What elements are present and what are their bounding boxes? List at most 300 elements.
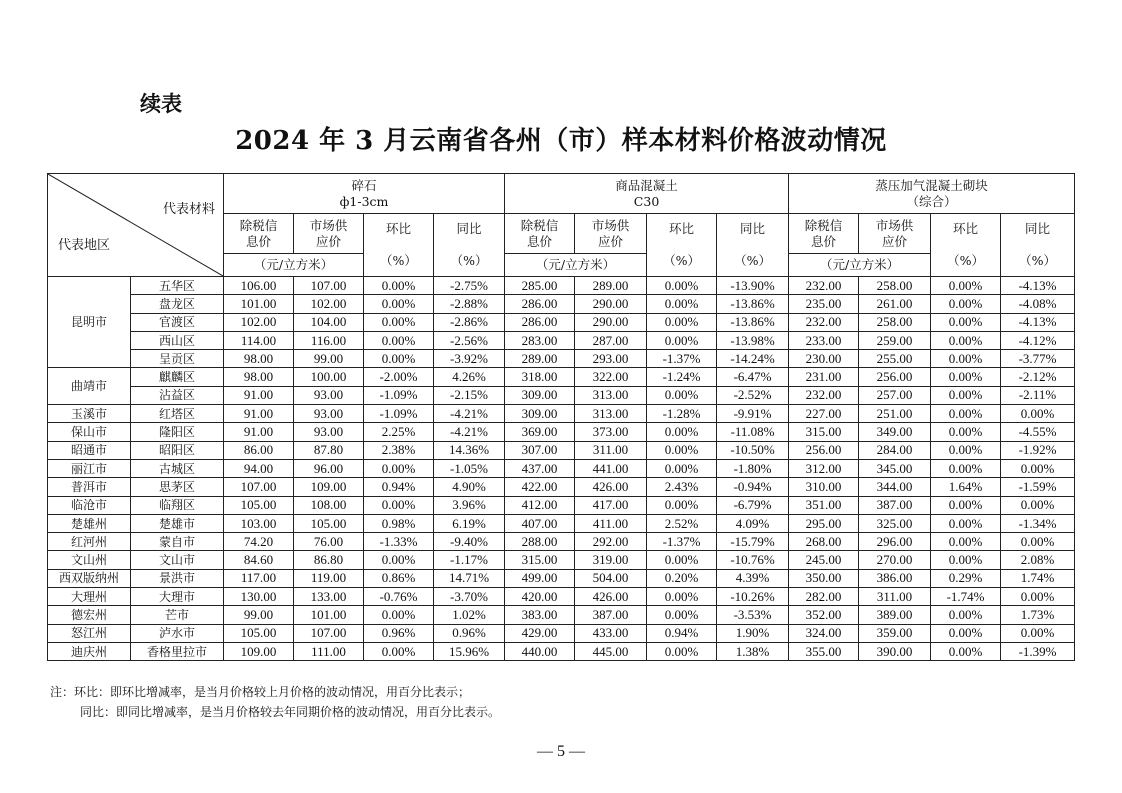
value-cell: 4.90%	[434, 478, 505, 496]
value-cell: -3.77%	[1001, 350, 1075, 368]
city-cell: 保山市	[48, 423, 131, 441]
value-cell: 313.00	[575, 386, 647, 404]
table-row	[48, 606, 1075, 624]
value-cell: 426.00	[575, 478, 647, 496]
col-header-yoy: 同比 （%）	[717, 214, 789, 277]
district-cell: 文山市	[131, 551, 224, 569]
value-cell: 286.00	[505, 313, 575, 331]
value-cell: 0.86%	[364, 569, 434, 587]
value-cell: 93.00	[294, 405, 364, 423]
city-cell: 怒江州	[48, 624, 131, 642]
value-cell: 0.94%	[647, 624, 717, 642]
value-cell: 0.00%	[1001, 624, 1075, 642]
value-cell: 309.00	[505, 405, 575, 423]
value-cell: 440.00	[505, 642, 575, 660]
footnotes	[50, 682, 500, 722]
value-cell: -4.08%	[1001, 295, 1075, 313]
value-cell: -1.09%	[364, 386, 434, 404]
value-cell: 0.00%	[931, 331, 1001, 349]
value-cell: -2.56%	[434, 331, 505, 349]
value-cell: -1.28%	[647, 405, 717, 423]
value-cell: -14.24%	[717, 350, 789, 368]
value-cell: 0.00%	[931, 551, 1001, 569]
value-cell: 0.00%	[364, 459, 434, 477]
district-cell: 隆阳区	[131, 423, 224, 441]
value-cell: 359.00	[859, 624, 931, 642]
value-cell: 0.00%	[647, 459, 717, 477]
value-cell: -4.13%	[1001, 313, 1075, 331]
value-cell: -2.00%	[364, 368, 434, 386]
corner-diagonal-line	[48, 174, 223, 276]
value-cell: 0.94%	[364, 478, 434, 496]
value-cell: 0.00%	[364, 642, 434, 660]
value-cell: 109.00	[294, 478, 364, 496]
value-cell: -1.39%	[1001, 642, 1075, 660]
value-cell: -4.21%	[434, 423, 505, 441]
value-cell: 0.00%	[931, 642, 1001, 660]
value-cell: -10.50%	[717, 441, 789, 459]
corner-material-label: 代表材料	[162, 202, 215, 217]
value-cell: -2.75%	[434, 277, 505, 295]
value-cell: 76.00	[294, 533, 364, 551]
value-cell: 98.00	[224, 350, 294, 368]
value-cell: -1.80%	[717, 459, 789, 477]
value-cell: 296.00	[859, 533, 931, 551]
value-cell: 0.00%	[364, 277, 434, 295]
value-cell: 349.00	[859, 423, 931, 441]
value-cell: -1.92%	[1001, 441, 1075, 459]
value-cell: 133.00	[294, 588, 364, 606]
value-cell: 261.00	[859, 295, 931, 313]
value-cell: 311.00	[575, 441, 647, 459]
value-cell: 293.00	[575, 350, 647, 368]
value-cell: 0.00%	[1001, 459, 1075, 477]
value-cell: 387.00	[575, 606, 647, 624]
value-cell: 499.00	[505, 569, 575, 587]
district-cell: 西山区	[131, 331, 224, 349]
col-header-tax-price: 除税信 息价	[505, 214, 575, 254]
table-row	[48, 496, 1075, 514]
value-cell: 1.73%	[1001, 606, 1075, 624]
value-cell: 504.00	[575, 569, 647, 587]
value-cell: -13.86%	[717, 313, 789, 331]
value-cell: 0.00%	[931, 624, 1001, 642]
value-cell: 0.00%	[647, 331, 717, 349]
value-cell: -2.86%	[434, 313, 505, 331]
value-cell: 0.00%	[931, 606, 1001, 624]
value-cell: 119.00	[294, 569, 364, 587]
district-cell: 麒麟区	[131, 368, 224, 386]
value-cell: -2.12%	[1001, 368, 1075, 386]
value-cell: 0.00%	[647, 642, 717, 660]
value-cell: -2.11%	[1001, 386, 1075, 404]
table-row	[48, 533, 1075, 551]
col-header-price-unit: （元/立方米）	[789, 254, 931, 277]
value-cell: 0.00%	[931, 514, 1001, 532]
value-cell: -13.86%	[717, 295, 789, 313]
value-cell: -2.52%	[717, 386, 789, 404]
value-cell: -4.12%	[1001, 331, 1075, 349]
value-cell: 0.96%	[364, 624, 434, 642]
value-cell: 389.00	[859, 606, 931, 624]
price-table	[47, 173, 1075, 661]
value-cell: 345.00	[859, 459, 931, 477]
value-cell: 4.26%	[434, 368, 505, 386]
value-cell: 355.00	[789, 642, 859, 660]
district-cell: 红塔区	[131, 405, 224, 423]
value-cell: 0.00%	[931, 496, 1001, 514]
value-cell: 1.74%	[1001, 569, 1075, 587]
value-cell: 105.00	[224, 496, 294, 514]
value-cell: 0.00%	[647, 423, 717, 441]
table-row	[48, 405, 1075, 423]
table-row	[48, 624, 1075, 642]
value-cell: 103.00	[224, 514, 294, 532]
city-cell: 红河州	[48, 533, 131, 551]
value-cell: 2.38%	[364, 441, 434, 459]
value-cell: 258.00	[859, 313, 931, 331]
value-cell: -13.90%	[717, 277, 789, 295]
value-cell: 325.00	[859, 514, 931, 532]
table-row	[48, 350, 1075, 368]
value-cell: 259.00	[859, 331, 931, 349]
value-cell: 1.38%	[717, 642, 789, 660]
value-cell: 292.00	[575, 533, 647, 551]
value-cell: 84.60	[224, 551, 294, 569]
value-cell: -15.79%	[717, 533, 789, 551]
value-cell: 351.00	[789, 496, 859, 514]
value-cell: 0.00%	[931, 368, 1001, 386]
value-cell: 0.00%	[647, 441, 717, 459]
col-header-mom: 环比 （%）	[931, 214, 1001, 277]
page-title: 2024 年 3 月云南省各州（市）样本材料价格波动情况	[235, 126, 887, 156]
city-cell: 普洱市	[48, 478, 131, 496]
value-cell: 411.00	[575, 514, 647, 532]
value-cell: 107.00	[224, 478, 294, 496]
page-number: — 5 —	[537, 743, 585, 760]
value-cell: 251.00	[859, 405, 931, 423]
table-row	[48, 386, 1075, 404]
value-cell: -2.88%	[434, 295, 505, 313]
district-cell: 沾益区	[131, 386, 224, 404]
value-cell: -1.17%	[434, 551, 505, 569]
value-cell: 309.00	[505, 386, 575, 404]
value-cell: -4.21%	[434, 405, 505, 423]
value-cell: 285.00	[505, 277, 575, 295]
col-header-mom: 环比 （%）	[364, 214, 434, 277]
value-cell: 232.00	[789, 313, 859, 331]
district-cell: 五华区	[131, 277, 224, 295]
value-cell: 1.02%	[434, 606, 505, 624]
value-cell: 91.00	[224, 386, 294, 404]
table-row	[48, 551, 1075, 569]
value-cell: 0.00%	[364, 331, 434, 349]
value-cell: 387.00	[859, 496, 931, 514]
value-cell: 108.00	[294, 496, 364, 514]
value-cell: 1.64%	[931, 478, 1001, 496]
value-cell: 286.00	[505, 295, 575, 313]
value-cell: 0.00%	[931, 277, 1001, 295]
col-header-yoy: 同比 （%）	[434, 214, 505, 277]
value-cell: -0.94%	[717, 478, 789, 496]
value-cell: 6.19%	[434, 514, 505, 532]
table-row	[48, 331, 1075, 349]
value-cell: 91.00	[224, 405, 294, 423]
value-cell: 116.00	[294, 331, 364, 349]
table-row	[48, 441, 1075, 459]
value-cell: 295.00	[789, 514, 859, 532]
value-cell: 111.00	[294, 642, 364, 660]
city-cell: 楚雄州	[48, 514, 131, 532]
value-cell: 1.90%	[717, 624, 789, 642]
value-cell: 91.00	[224, 423, 294, 441]
value-cell: -6.79%	[717, 496, 789, 514]
value-cell: 105.00	[224, 624, 294, 642]
value-cell: 0.00%	[931, 441, 1001, 459]
value-cell: 0.00%	[647, 496, 717, 514]
value-cell: 0.00%	[647, 606, 717, 624]
value-cell: -4.55%	[1001, 423, 1075, 441]
value-cell: 0.00%	[364, 350, 434, 368]
value-cell: -1.05%	[434, 459, 505, 477]
value-cell: 287.00	[575, 331, 647, 349]
value-cell: 0.00%	[931, 459, 1001, 477]
value-cell: 87.80	[294, 441, 364, 459]
value-cell: -1.74%	[931, 588, 1001, 606]
value-cell: 256.00	[859, 368, 931, 386]
value-cell: 0.96%	[434, 624, 505, 642]
value-cell: 352.00	[789, 606, 859, 624]
city-cell: 昆明市	[48, 277, 131, 368]
value-cell: 0.00%	[647, 313, 717, 331]
value-cell: 74.20	[224, 533, 294, 551]
value-cell: 106.00	[224, 277, 294, 295]
value-cell: 14.71%	[434, 569, 505, 587]
value-cell: 426.00	[575, 588, 647, 606]
value-cell: 107.00	[294, 277, 364, 295]
value-cell: 102.00	[224, 313, 294, 331]
value-cell: 373.00	[575, 423, 647, 441]
footnote-yoy: 同比：即同比增减率，是当月价格较去年同期价格的波动情况，用百分比表示。	[80, 705, 501, 719]
value-cell: 0.00%	[931, 533, 1001, 551]
value-cell: 15.96%	[434, 642, 505, 660]
value-cell: 0.00%	[647, 551, 717, 569]
district-cell: 香格里拉市	[131, 642, 224, 660]
value-cell: 383.00	[505, 606, 575, 624]
value-cell: 231.00	[789, 368, 859, 386]
value-cell: 0.00%	[647, 277, 717, 295]
district-cell: 楚雄市	[131, 514, 224, 532]
district-cell: 临翔区	[131, 496, 224, 514]
value-cell: -0.76%	[364, 588, 434, 606]
table-row	[48, 588, 1075, 606]
district-cell: 芒市	[131, 606, 224, 624]
city-cell: 曲靖市	[48, 368, 131, 405]
value-cell: 0.00%	[931, 386, 1001, 404]
value-cell: 86.80	[294, 551, 364, 569]
table-row	[48, 459, 1075, 477]
city-cell: 文山州	[48, 551, 131, 569]
value-cell: 2.43%	[647, 478, 717, 496]
district-cell: 蒙自市	[131, 533, 224, 551]
city-cell: 临沧市	[48, 496, 131, 514]
value-cell: 0.00%	[364, 313, 434, 331]
value-cell: 0.00%	[931, 350, 1001, 368]
district-cell: 泸水市	[131, 624, 224, 642]
col-header-tax-price: 除税信 息价	[224, 214, 294, 254]
value-cell: 290.00	[575, 313, 647, 331]
value-cell: 117.00	[224, 569, 294, 587]
value-cell: 2.25%	[364, 423, 434, 441]
table-row	[48, 642, 1075, 660]
col-header-price-unit: （元/立方米）	[224, 254, 364, 277]
value-cell: 282.00	[789, 588, 859, 606]
value-cell: 0.00%	[647, 295, 717, 313]
material-header-gravel: 碎石 ф1-3cm	[224, 174, 505, 214]
value-cell: -1.59%	[1001, 478, 1075, 496]
value-cell: 96.00	[294, 459, 364, 477]
footnote-mom: 注：环比：即环比增减率，是当月价格较上月价格的波动情况，用百分比表示；	[50, 685, 471, 699]
table-row	[48, 423, 1075, 441]
value-cell: 102.00	[294, 295, 364, 313]
col-header-yoy: 同比 （%）	[1001, 214, 1075, 277]
value-cell: 0.00%	[1001, 405, 1075, 423]
value-cell: 114.00	[224, 331, 294, 349]
district-cell: 思茅区	[131, 478, 224, 496]
value-cell: 289.00	[575, 277, 647, 295]
value-cell: 255.00	[859, 350, 931, 368]
value-cell: -3.53%	[717, 606, 789, 624]
col-header-market-price: 市场供 应价	[575, 214, 647, 254]
district-cell: 盘龙区	[131, 295, 224, 313]
value-cell: 313.00	[575, 405, 647, 423]
city-cell: 迪庆州	[48, 642, 131, 660]
table-row	[48, 478, 1075, 496]
value-cell: 0.00%	[1001, 496, 1075, 514]
material-header-concrete: 商品混凝土 C30	[505, 174, 789, 214]
value-cell: 258.00	[859, 277, 931, 295]
col-header-tax-price: 除税信 息价	[789, 214, 859, 254]
value-cell: 256.00	[789, 441, 859, 459]
value-cell: 0.20%	[647, 569, 717, 587]
table-row	[48, 313, 1075, 331]
value-cell: -1.37%	[647, 533, 717, 551]
value-cell: 99.00	[224, 606, 294, 624]
value-cell: 4.09%	[717, 514, 789, 532]
table-row	[48, 514, 1075, 532]
value-cell: 315.00	[789, 423, 859, 441]
value-cell: -10.26%	[717, 588, 789, 606]
value-cell: 268.00	[789, 533, 859, 551]
value-cell: 318.00	[505, 368, 575, 386]
value-cell: 230.00	[789, 350, 859, 368]
col-header-market-price: 市场供 应价	[294, 214, 364, 254]
value-cell: 445.00	[575, 642, 647, 660]
value-cell: 101.00	[224, 295, 294, 313]
value-cell: 99.00	[294, 350, 364, 368]
value-cell: 420.00	[505, 588, 575, 606]
value-cell: 0.00%	[931, 405, 1001, 423]
city-cell: 大理州	[48, 588, 131, 606]
table-row	[48, 368, 1075, 386]
value-cell: 312.00	[789, 459, 859, 477]
value-cell: 315.00	[505, 551, 575, 569]
value-cell: 412.00	[505, 496, 575, 514]
value-cell: 0.00%	[931, 423, 1001, 441]
value-cell: -1.09%	[364, 405, 434, 423]
value-cell: -3.70%	[434, 588, 505, 606]
value-cell: 0.00%	[647, 386, 717, 404]
value-cell: 319.00	[575, 551, 647, 569]
value-cell: 311.00	[859, 588, 931, 606]
district-cell: 官渡区	[131, 313, 224, 331]
col-header-mom: 环比 （%）	[647, 214, 717, 277]
value-cell: -1.24%	[647, 368, 717, 386]
value-cell: 233.00	[789, 331, 859, 349]
continued-label: 续表	[140, 92, 182, 116]
value-cell: 289.00	[505, 350, 575, 368]
table-row	[48, 295, 1075, 313]
value-cell: 417.00	[575, 496, 647, 514]
value-cell: -3.92%	[434, 350, 505, 368]
value-cell: 433.00	[575, 624, 647, 642]
value-cell: -1.37%	[647, 350, 717, 368]
value-cell: 232.00	[789, 386, 859, 404]
material-header-block: 蒸压加气混凝土砌块 （综合）	[789, 174, 1075, 214]
city-cell: 昭通市	[48, 441, 131, 459]
district-cell: 昭阳区	[131, 441, 224, 459]
value-cell: 257.00	[859, 386, 931, 404]
value-cell: 105.00	[294, 514, 364, 532]
value-cell: -11.08%	[717, 423, 789, 441]
value-cell: 107.00	[294, 624, 364, 642]
value-cell: 284.00	[859, 441, 931, 459]
value-cell: -9.40%	[434, 533, 505, 551]
district-cell: 景洪市	[131, 569, 224, 587]
value-cell: -6.47%	[717, 368, 789, 386]
district-cell: 呈贡区	[131, 350, 224, 368]
table-corner-header	[48, 174, 224, 277]
value-cell: -2.15%	[434, 386, 505, 404]
value-cell: 290.00	[575, 295, 647, 313]
value-cell: 310.00	[789, 478, 859, 496]
value-cell: 4.39%	[717, 569, 789, 587]
value-cell: 14.36%	[434, 441, 505, 459]
city-cell: 德宏州	[48, 606, 131, 624]
value-cell: 390.00	[859, 642, 931, 660]
value-cell: -4.13%	[1001, 277, 1075, 295]
value-cell: 0.00%	[931, 295, 1001, 313]
value-cell: 232.00	[789, 277, 859, 295]
value-cell: 227.00	[789, 405, 859, 423]
value-cell: 307.00	[505, 441, 575, 459]
value-cell: -9.91%	[717, 405, 789, 423]
value-cell: 0.00%	[364, 295, 434, 313]
value-cell: 322.00	[575, 368, 647, 386]
value-cell: 0.00%	[364, 551, 434, 569]
value-cell: 0.00%	[931, 313, 1001, 331]
value-cell: 0.00%	[647, 588, 717, 606]
value-cell: -1.34%	[1001, 514, 1075, 532]
value-cell: 441.00	[575, 459, 647, 477]
col-header-market-price: 市场供 应价	[859, 214, 931, 254]
value-cell: 0.00%	[364, 606, 434, 624]
value-cell: 100.00	[294, 368, 364, 386]
value-cell: 0.98%	[364, 514, 434, 532]
value-cell: 86.00	[224, 441, 294, 459]
value-cell: 270.00	[859, 551, 931, 569]
col-header-price-unit: （元/立方米）	[505, 254, 647, 277]
